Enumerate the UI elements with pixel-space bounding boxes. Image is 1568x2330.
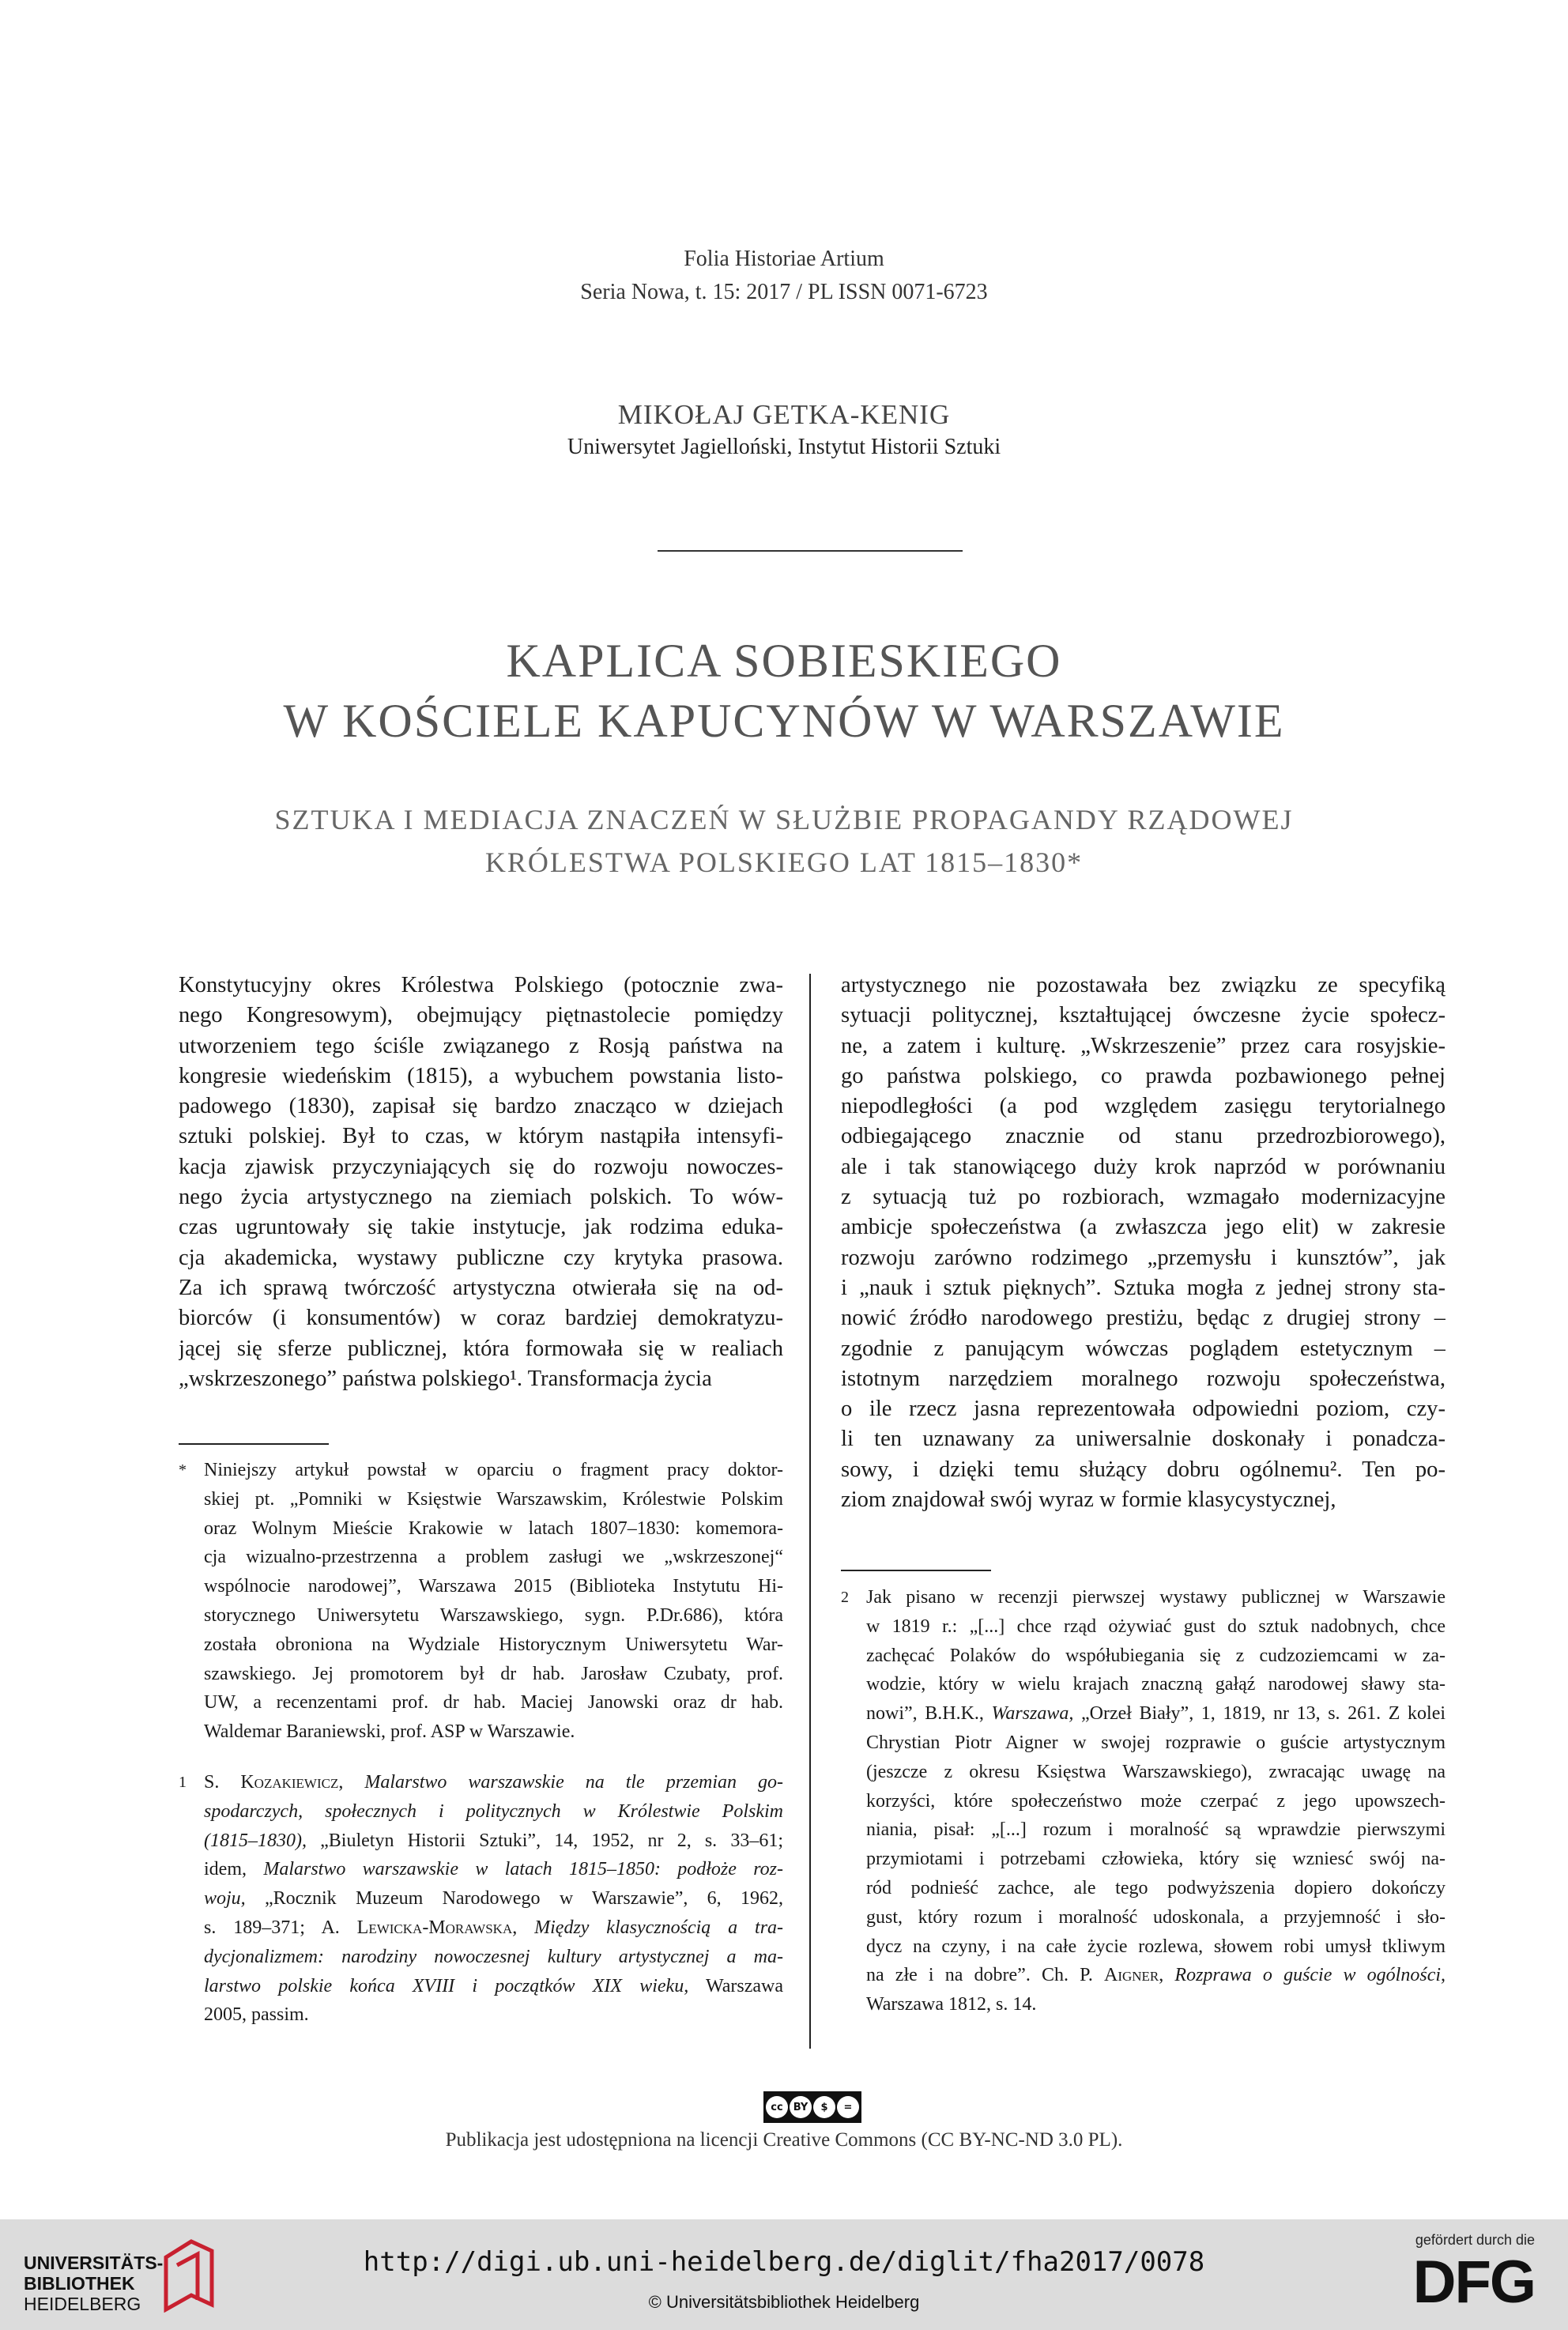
footnote-text: s. 189–371; A. <box>204 1917 340 1938</box>
body-line: biorców (i konsumentów) w coraz bardziej demokratyzu- <box>179 1306 783 1331</box>
body-line: ale i tak stanowiącego duży krok naprzód w porównaniu <box>841 1154 1446 1179</box>
footnote-line: wodzie, który w wielu krajach znaczną gałąź narodowej sławy sta- <box>866 1674 1446 1695</box>
body-line: Za ich sprawą twórczość artystyczna otwierała się na od- <box>179 1275 783 1300</box>
footnote-line: Chrystian Piotr Aigner w swojej rozprawie o guście artystycznym <box>866 1732 1446 1753</box>
body-line: padowego (1830), zapisał się bardzo znacząco w dziejach <box>179 1094 783 1119</box>
footnote-line: ród podnieść zachce, ale tego podwyższenia dopiero dokończy <box>866 1877 1446 1898</box>
body-line: ambicje społeczeństwa (a zwłaszcza jego elit) w zakresie <box>841 1215 1446 1240</box>
footnote-line: dycz na czyny, i na całe życie rozlewa, słowem robi umysł tkliwym <box>866 1936 1446 1957</box>
body-line: go państwa polskiego, co prawda pozbawionego pełnej <box>841 1063 1446 1088</box>
body-line: nego życia artystycznego na ziemiach polskich. To wów- <box>179 1185 783 1210</box>
body-column-left <box>179 971 783 1394</box>
body-line: odbiegającego znacznie od stanu przedrozbiorowego), <box>841 1124 1446 1149</box>
license-text: Publikacja jest udostępniona na licencji Creative Commons (CC BY-NC-ND 3.0 PL). <box>445 2129 1123 2151</box>
copyright-notice: © Universitätsbibliothek Heidelberg <box>648 2292 920 2312</box>
footnote-title: Między klasycznością a tra- <box>534 1917 783 1938</box>
footnote-title: spodarczych, społecznych i politycznych w Królestwie Polskim <box>204 1800 783 1822</box>
body-line: li ten uznawany za uniwersalnie doskonały i ponadcza- <box>841 1427 1446 1452</box>
article-title-line-2: W KOŚCIELE KAPUCYNÓW W WARSZAWIE <box>283 695 1285 747</box>
body-column-right <box>841 971 1446 1515</box>
author-affiliation: Uniwersytet Jagielloński, Instytut Historii Sztuki <box>567 435 1001 459</box>
body-line: i „nauk i sztuk pięknych”. Sztuka mogła z jednej strony sta- <box>841 1275 1446 1300</box>
footnote-line: Waldemar Baraniewski, prof. ASP w Warszawie. <box>204 1721 575 1743</box>
body-line: utworzeniem tego ściśle związanego z Rosją państwa na <box>179 1033 783 1058</box>
article-subtitle-line-2: KRÓLESTWA POLSKIEGO LAT 1815–1830* <box>484 846 1084 878</box>
footnote-line: UW, a recenzentami prof. dr hab. Maciej Janowski oraz dr hab. <box>204 1692 783 1714</box>
body-line: niepodległości (a pod względem zasięgu terytorialnego <box>841 1094 1446 1119</box>
body-line: istotnym narzędziem moralnego rozwoju społeczeństwa, <box>841 1366 1446 1391</box>
body-line: kongresie wiedeńskim (1815), a wybuchem powstania listo- <box>179 1063 783 1088</box>
footnote-title: Malarstwo warszawskie na tle przemian go- <box>364 1772 783 1793</box>
nd-icon: = <box>837 2096 859 2118</box>
footnote-text: idem, <box>204 1859 247 1880</box>
footnote-line: niania, pisał: „[...] rozum i moralność są wprawdzie pierwszymi <box>866 1819 1446 1841</box>
permalink-url[interactable]: http://digi.ub.uni-heidelberg.de/diglit/fha2017/0078 <box>363 2246 1205 2278</box>
footnote-title: woju, <box>204 1888 246 1910</box>
logo-line: HEIDELBERG <box>24 2294 141 2314</box>
footnote-marker: 2 <box>841 1589 849 1606</box>
footnote-line: oraz Wolnym Mieście Krakowie w latach 1807–1830: komemora- <box>204 1518 783 1539</box>
body-line: cja akademicka, wystawy publiczne czy krytyka prasowa. <box>179 1245 783 1270</box>
footnote-title: dycjonalizmem: narodziny nowoczesnej kultury artystycznej a ma- <box>204 1946 783 1967</box>
footnote-line: storycznego Uniwersytetu Warszawskiego, sygn. P.Dr.686), która <box>204 1604 783 1626</box>
footnote-marker: 1 <box>179 1774 187 1791</box>
body-line: z sytuacją tuż po rozbiorach, wzmagało modernizacyjne <box>841 1185 1446 1210</box>
body-line: o ile rzecz jasna reprezentowała odpowiedni poziom, czy- <box>841 1397 1446 1422</box>
funding-label: gefördert durch die <box>1415 2232 1535 2248</box>
footnote-1 <box>179 1768 783 2030</box>
footnote-line: korzyści, które społeczeństwo może czerpać z jego upowszech- <box>866 1790 1446 1812</box>
footnote-line: wspólnocie narodowej”, Warszawa 2015 (Biblioteka Instytutu Hi- <box>204 1576 783 1597</box>
footnote-line: w 1819 r.: „[...] chce rząd ożywiać gust do sztuk nadobnych, chce <box>866 1616 1446 1637</box>
author-name: MIKOŁAJ GETKA-KENIG <box>617 399 951 430</box>
body-line: ziom znajdował swój wyraz w formie klasycystycznej, <box>841 1487 1336 1513</box>
footnote-asterisk <box>179 1456 783 1747</box>
footnote-line: została obroniona na Wydziale Historycznym Uniwersytetu War- <box>204 1634 783 1655</box>
footnote-text: „Orzeł Biały”, 1, 1819, nr 13, s. 261. Z kolei <box>1080 1703 1446 1725</box>
footer-bar <box>0 2219 1568 2330</box>
footnote-line: gust, który rozum i moralność udoskonala, a przyjemność i sło- <box>866 1906 1446 1928</box>
footnote-title: (1815–1830), <box>204 1830 307 1851</box>
footnote-title: Rozprawa o guście w ogólności, <box>1174 1965 1446 1986</box>
footnote-text: Warszawa <box>705 1975 783 1996</box>
footnote-text: nowi”, B.H.K., <box>866 1703 984 1725</box>
footnote-line: Warszawa 1812, s. 14. <box>866 1994 1037 2015</box>
nc-icon: $ <box>813 2096 835 2118</box>
title-divider <box>658 550 963 552</box>
footnote-title: Warszawa, <box>991 1703 1074 1725</box>
dfg-logo[interactable]: DFG <box>1412 2249 1535 2316</box>
footnote-title: Malarstwo warszawskie w latach 1815–1850: podłoże roz- <box>263 1859 783 1880</box>
article-title-line-1: KAPLICA SOBIESKIEGO <box>506 635 1062 687</box>
body-line: nowić źródło narodowego prestiżu, będąc z drugiej strony – <box>841 1306 1446 1331</box>
footnote-line: Niniejszy artykuł powstał w oparciu o fragment pracy doktor- <box>204 1460 783 1480</box>
footnote-line: 2005, passim. <box>204 2004 309 2026</box>
footnote-rule-right <box>841 1570 991 1571</box>
footnote-line: (jeszcze z okresu Księstwa Warszawskiego), zwracając uwagę na <box>866 1761 1446 1782</box>
footnote-text: „Biuletyn Historii Sztuki”, 14, 1952, nr 2, s. 33–61; <box>320 1830 783 1851</box>
body-line: ne, a zatem i kulturę. „Wskrzeszenie” przez cara rosyjskie- <box>841 1033 1446 1058</box>
creative-commons-badge[interactable] <box>763 2091 861 2123</box>
footnote-line: Jak pisano w recenzji pierwszej wystawy publicznej w Warszawie <box>866 1587 1446 1608</box>
footnote-line: przymiotami i potrzebami człowieka, który się wzniesć swój na- <box>866 1849 1446 1870</box>
footnote-author: Lewicka-Morawska, <box>356 1917 518 1938</box>
footnote-author: Aigner, <box>1103 1965 1164 1986</box>
column-divider <box>809 974 811 2049</box>
body-line: czas ugruntowały się takie instytucje, jak rodzima eduka- <box>179 1215 783 1240</box>
body-line: jącej się sferze publicznej, która formowała się w realiach <box>179 1336 783 1361</box>
journal-title: Folia Historiae Artium <box>684 247 884 271</box>
cc-icon: cc <box>766 2096 788 2118</box>
body-line: Konstytucyjny okres Królestwa Polskiego (potocznie zwa- <box>179 973 783 997</box>
footnote-author: S. Kozakiewicz, <box>204 1772 344 1793</box>
journal-series: Seria Nowa, t. 15: 2017 / PL ISSN 0071-6723 <box>580 280 988 304</box>
footnote-2 <box>841 1583 1446 2019</box>
footnote-text: „Rocznik Muzeum Narodowego w Warszawie”, 6, 1962, <box>265 1888 783 1910</box>
body-line: „wskrzeszonego” państwa polskiego¹. Transformacja życia <box>179 1366 712 1391</box>
body-line: zgodnie z panującym wówczas poglądem estetycznym – <box>841 1336 1446 1361</box>
body-line: artystycznego nie pozostawała bez związku ze specyfiką <box>841 973 1446 997</box>
by-icon: BY <box>790 2096 812 2118</box>
footnote-line: szawskiego. Jej promotorem był dr hab. Jarosław Czubaty, prof. <box>204 1663 783 1684</box>
article-subtitle-line-1: SZTUKA I MEDIACJA ZNACZEŃ W SŁUŻBIE PROPAGANDY RZĄDOWEJ <box>274 804 1294 835</box>
body-line: rozwoju zarówno rodzimego „przemysłu i kunsztów”, jak <box>841 1245 1446 1270</box>
body-line: sztuki polskiej. Był to czas, w którym nastąpiła intensyfi- <box>179 1124 783 1149</box>
footnote-marker: * <box>179 1461 187 1479</box>
body-line: sowy, i dzięki temu służący dobru ogólnemu². Ten po- <box>841 1457 1446 1482</box>
body-line: nego Kongresowym), obejmujący piętnastolecie pomiędzy <box>179 1003 783 1028</box>
body-line: sytuacji politycznej, kształtującej ówczesne życie społecz- <box>841 1003 1446 1028</box>
footnote-title: larstwo polskie końca XVIII i początków XIX wieku, <box>204 1975 689 1996</box>
body-line: kacja zjawisk przyczyniających się do rozwoju nowoczes- <box>179 1154 783 1179</box>
logo-line: UNIVERSITÄTS- <box>24 2253 164 2273</box>
logo-line: BIBLIOTHEK <box>24 2273 135 2294</box>
footnote-text: na złe i na dobre”. Ch. P. <box>866 1965 1093 1986</box>
footnote-line: zachęcać Polaków do współubiegania się z cudzoziemcami w za- <box>866 1645 1446 1666</box>
footnote-line: skiej pt. „Pomniki w Księstwie Warszawskim, Królestwie Polskim <box>204 1488 783 1510</box>
footnote-line: cja wizualno-przestrzenna a problem zasługi we „wskrzeszonej“ <box>204 1547 783 1568</box>
footnote-rule-left <box>179 1443 329 1445</box>
